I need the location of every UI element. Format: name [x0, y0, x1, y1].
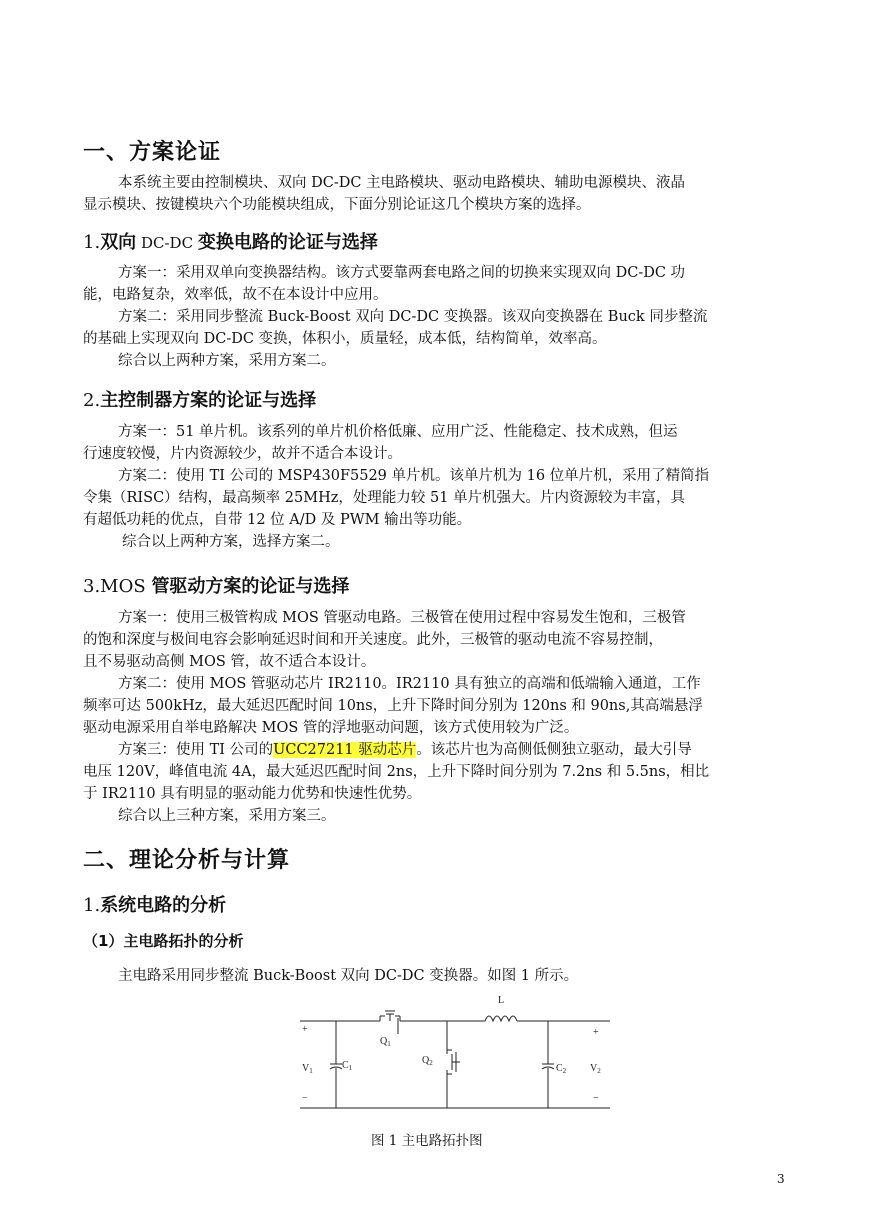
label-l: L [498, 995, 505, 1006]
sub1-paragraph [83, 262, 786, 372]
heading-text: 变换电路的论证与选择 [197, 232, 378, 253]
label-plus-left: + [302, 1024, 308, 1035]
heading-number: 3.MOS [83, 576, 146, 597]
text-line: 且不易驱动高侧 MOS 管，故不适合本设计。 [83, 654, 376, 670]
text-line: 综合以上两种方案，采用方案二。 [118, 353, 336, 369]
label-v2: $V_2$ [590, 1063, 601, 1075]
text-line: 本系统主要由控制模块、双向 DC-DC 主电路模块、驱动电路模块、辅助电源模块、液晶 [118, 175, 686, 191]
heading-text: DC-DC [140, 234, 194, 252]
text-line: 方案二：使用 TI 公司的 MSP430F5529 单片机。该单片机为 16 位单片机，采用了精简指 [118, 468, 710, 484]
text-line: 驱动电源采用自举电路解决 MOS 管的浮地驱动问题，该方式使用较为广泛。 [83, 720, 579, 736]
text-line: 方案一：51 单片机。该系列的单片机价格低廉、应用广泛、性能稳定、技术成熟，但运 [118, 424, 678, 440]
circuit-diagram [290, 988, 620, 1116]
highlighted-text: UCC27211 驱动芯片 [273, 742, 417, 758]
label-q2: $Q_2$ [422, 1055, 433, 1067]
heading-text: 管驱动方案的论证与选择 [151, 576, 350, 597]
text-line: 显示模块、按键模块六个功能模块组成，下面分别论证这几个模块方案的选择。 [83, 197, 591, 213]
label-q1: $Q_1$ [380, 1036, 391, 1048]
inductor-l [485, 1016, 517, 1021]
text-line: 的饱和深度与极间电容会影响延迟时间和开关速度。此外，三极管的驱动电流不容易控制， [83, 632, 663, 648]
text-line: 方案二：使用 MOS 管驱动芯片 IR2110。IR2110 具有独立的高端和低端输入通道，工作 [118, 676, 701, 692]
section2-sub1-heading [83, 891, 226, 917]
text-segment: 。该芯片也为高侧低侧独立驱动，最大引导 [416, 742, 692, 758]
heading-text: 主控制器方案的论证与选择 [100, 390, 317, 411]
intro-paragraph [83, 172, 786, 216]
text-line: 综合以上三种方案，采用方案三。 [118, 808, 336, 824]
text-line: 令集（RISC）结构，最高频率 25MHz，处理能力较 51 单片机强大。片内资源较为丰富，具 [83, 490, 686, 506]
sub3-paragraph [83, 607, 786, 827]
label-minus-right: − [593, 1093, 599, 1104]
label-c1: $C_1$ [342, 1060, 353, 1072]
text-line: 频率可达 500kHz，最大延迟匹配时间 10ns，上升下降时间分别为 120ns 和 90ns,其高端悬浮 [83, 698, 703, 714]
section2-title: 二、理论分析与计算 [83, 848, 291, 873]
section1-title: 一、方案论证 [83, 140, 222, 165]
text-line [83, 739, 786, 761]
text-line: 的基础上实现双向 DC-DC 变换，体积小，质量轻，成本低，结构简单，效率高。 [83, 331, 607, 347]
text-line: 于 IR2110 具有明显的驱动能力优势和快速性优势。 [83, 786, 422, 802]
text-line: 电压 120V，峰值电流 4A，最大延迟匹配时间 2ns，上升下降时间分别为 7.2ns 和 5.5ns，相比 [83, 764, 710, 780]
heading-text: 双向 [100, 232, 137, 253]
text-line: 方案一：使用三极管构成 MOS 管驱动电路。三极管在使用过程中容易发生饱和，三极管 [118, 610, 686, 626]
page-number: 3 [777, 1172, 785, 1186]
text-line: 主电路采用同步整流 Buck-Boost 双向 DC-DC 变换器。如图 1 所示。 [118, 968, 579, 984]
sub2-heading [83, 386, 316, 412]
heading-text: 系统电路的分析 [100, 895, 227, 916]
text-line: 能，电路复杂，效率低，故不在本设计中应用。 [83, 287, 388, 303]
sub3-heading [83, 572, 349, 598]
mosfet-q2 [447, 1050, 460, 1074]
text-segment: 方案三：使用 TI 公司的 [118, 742, 274, 758]
mosfet-q1 [380, 1011, 400, 1034]
label-minus-left: − [302, 1093, 308, 1104]
heading-number: 1. [83, 895, 101, 916]
text-line: 行速度较慢，片内资源较少，故并不适合本设计。 [83, 446, 402, 462]
section2-sub1a-heading: （1）主电路拓扑的分析 [83, 932, 244, 950]
label-c2: $C_2$ [556, 1063, 567, 1075]
sub2-paragraph [83, 421, 786, 553]
text-line: 有超低功耗的优点，自带 12 位 A/D 及 PWM 输出等功能。 [83, 512, 472, 528]
figure-caption: 图 1 主电路拓扑图 [371, 1133, 483, 1149]
text-line: 方案一：采用双单向变换器结构。该方式要靠两套电路之间的切换来实现双向 DC-DC 功 [118, 265, 686, 281]
text-line: 方案二：采用同步整流 Buck-Boost 双向 DC-DC 变换器。该双向变换器在 Buck 同步整流 [118, 309, 708, 325]
heading-number: 2. [83, 390, 101, 411]
text-line: 综合以上两种方案，选择方案二。 [122, 534, 340, 550]
label-plus-right: + [593, 1027, 599, 1038]
label-v1: $V_1$ [302, 1063, 313, 1075]
sub1-heading [83, 228, 378, 254]
heading-number: 1. [83, 232, 101, 253]
section2-paragraph [83, 965, 786, 987]
